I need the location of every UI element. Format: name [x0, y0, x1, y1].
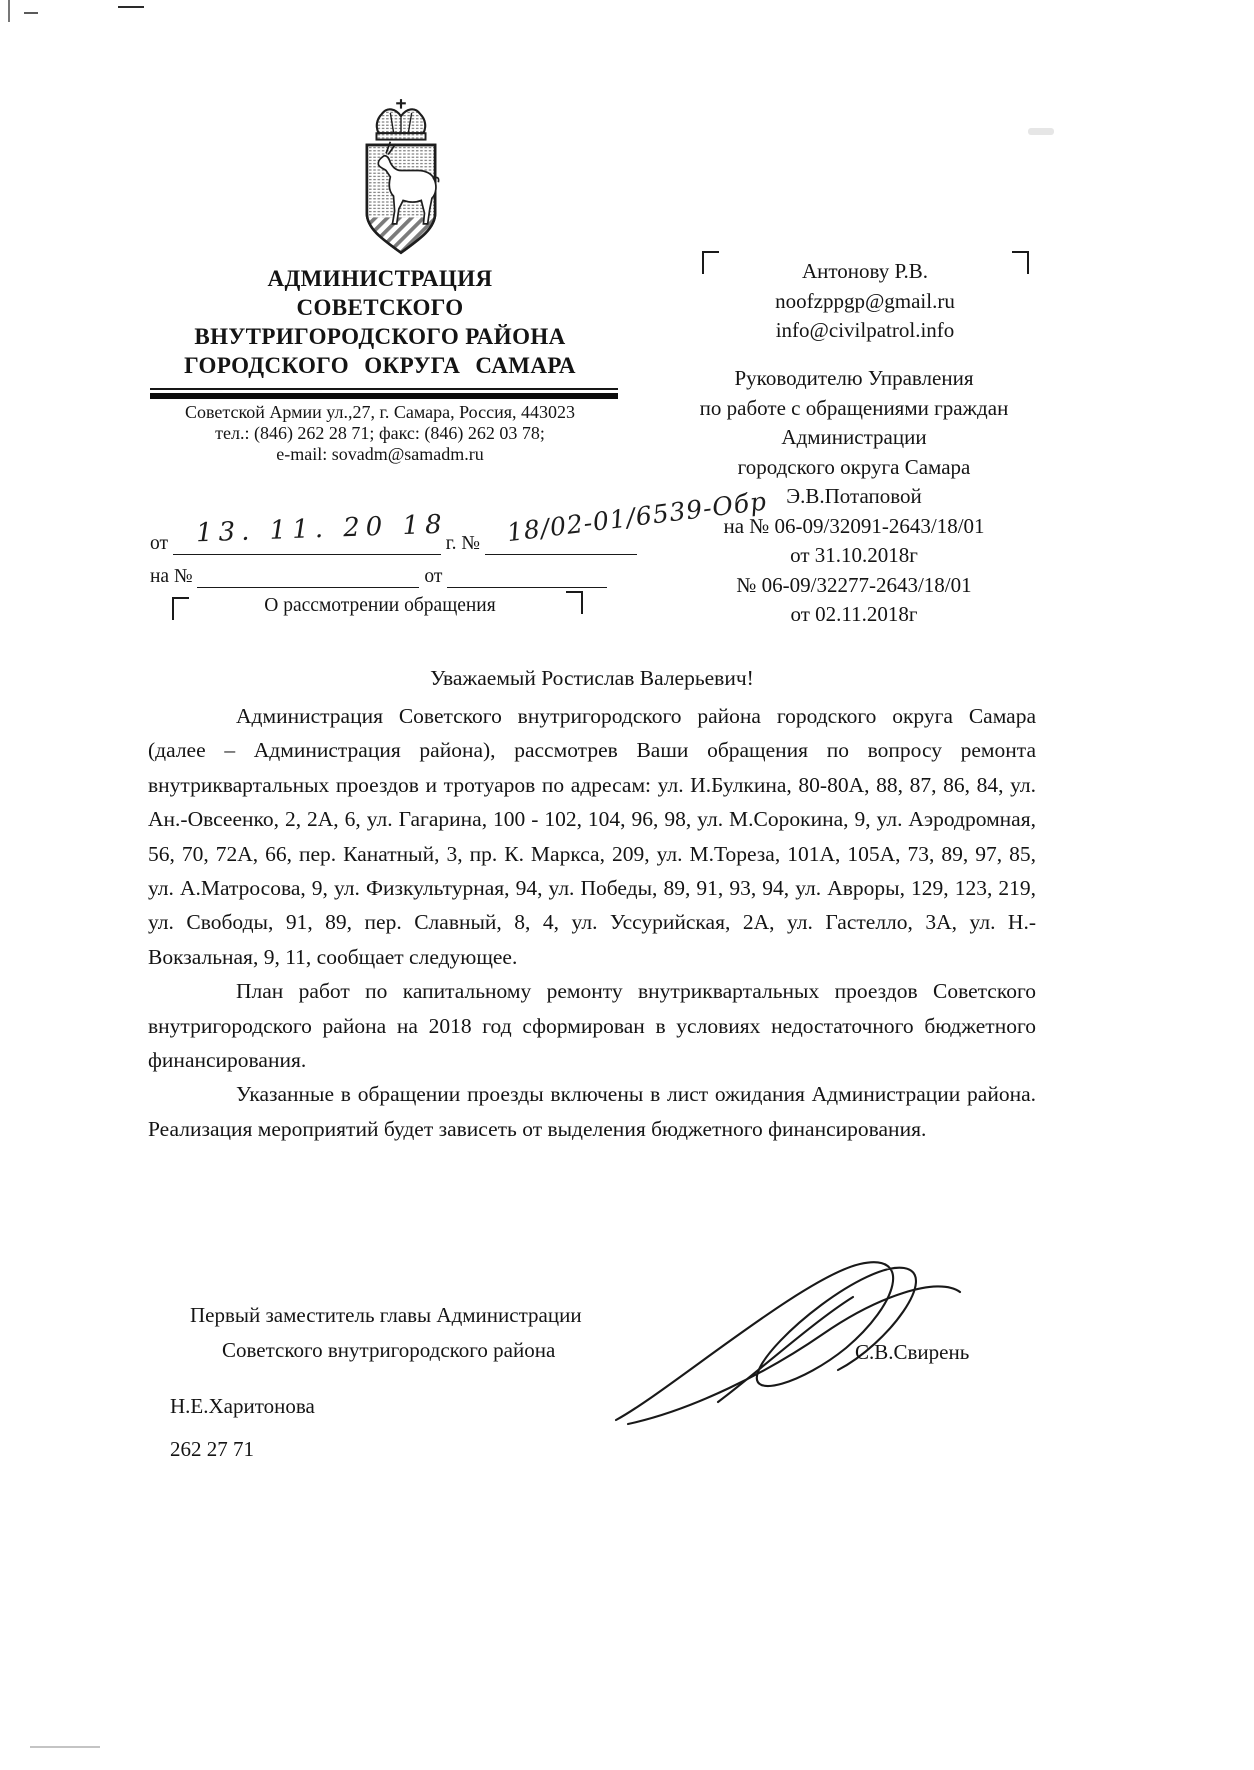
recipient-email: info@civilpatrol.info [775, 318, 955, 342]
official-line: Администрации [781, 425, 927, 449]
subject-right-bracket [566, 591, 583, 614]
official-line: городского округа Самара [737, 454, 971, 479]
scan-artifact [30, 1746, 100, 1748]
recipient-name: Антонову Р.В. [801, 259, 929, 283]
letter-body [148, 699, 1036, 1146]
org-address-block [138, 402, 622, 465]
executor-name: Н.Е.Харитонова [170, 1394, 315, 1418]
org-name-line: СОВЕТСКОГО [296, 295, 464, 320]
subject-line: О рассмотрении обращения [264, 595, 496, 616]
signer-name: С.В.Свирень [855, 1340, 970, 1364]
org-name-line: АДМИНИСТРАЦИЯ [267, 266, 493, 291]
samara-coat-of-arms-icon [345, 98, 457, 258]
incoming-number-label: на № [150, 566, 193, 587]
incoming-date-blank [447, 569, 607, 588]
subject-left-bracket [172, 597, 189, 620]
recipient-block [700, 257, 1030, 346]
org-name-block [138, 264, 622, 380]
org-email: e-mail: sovadm@samadm.ru [276, 444, 484, 464]
recipient-email: noofzppgp@gmail.ru [775, 288, 955, 313]
body-paragraph: Администрация Советского внутригородского района городского округа Самара (далее – Администрация района), рассмотрев Ваши обращения по вопросу ремонта внутриквартальных проездов и тротуаров по адресам: ул. И.Булкина, 80-80А, 88, 87, 86, 84, ул. Ан.-Овсеенко, 2, 2А, 6, ул. Гагарина, 100 - 102, 104, 96, 98, ул. М.Сорокина, 9, ул. Аэродромная, 56, 70, 72А, 66, пер. Канатный, 3, пр. К. Маркса, 209, ул. М.Тореза, 101А, 105А, 73, 89, 97, 85, ул. А.Матросова, 9, ул. Физкультурная, 94, ул. Победы, 89, 91, 93, 94, ул. Авроры, 129, 123, 219, ул. Свободы, 91, 89, пер. Славный, 8, 4, ул. Уссурийская, 2А, ул. Гастелло, 3А, ул. Н.-Вокзальная, 9, 11, сообщает следующее. [148, 704, 1036, 969]
handwritten-date: 13. 11. 20 18 [195, 509, 449, 549]
letterhead-rule [150, 388, 618, 399]
official-ref-number: № 06-09/32277-2643/18/01 [736, 572, 972, 597]
org-name-line: ГОРОДСКОГО ОКРУГА САМАРА [184, 353, 576, 378]
outgoing-date-label: от [150, 533, 169, 554]
official-line: Руководителю Управления [734, 366, 974, 390]
body-paragraph: Указанные в обращении проезды включены в лист ожидания Администрации района. Реализация мероприятий будет зависеть от выделения бюджетного финансирования. [148, 1082, 1036, 1141]
official-ref-number: на № 06-09/32091-2643/18/01 [723, 513, 985, 538]
scan-artifact [8, 0, 10, 22]
official-line: Э.В.Потаповой [786, 484, 922, 508]
outgoing-number-label: г. № [445, 533, 480, 554]
incoming-number-blank [197, 569, 419, 588]
scan-artifact [1028, 128, 1054, 135]
incoming-ref-line [150, 566, 607, 588]
recipient-official-block [652, 364, 1056, 630]
official-line: по работе с обращениями граждан [699, 395, 1009, 420]
org-address: Советской Армии ул.,27, г. Самара, Россия, 443023 [185, 402, 575, 422]
handwritten-number: 18/02-01/6539-Обр [505, 486, 769, 548]
official-ref-date: от 02.11.2018г [790, 602, 918, 626]
org-phone-fax: тел.: (846) 262 28 71; факс: (846) 262 03 78; [215, 423, 545, 443]
signer-title-line: Советского внутригородского района [222, 1338, 556, 1362]
scan-artifact [24, 12, 38, 14]
signer-title-line: Первый заместитель главы Администрации [190, 1303, 582, 1327]
official-ref-date: от 31.10.2018г [790, 543, 918, 567]
executor-phone: 262 27 71 [170, 1437, 254, 1461]
salutation: Уважаемый Ростислав Валерьевич! [430, 666, 754, 690]
incoming-date-label: от [424, 566, 443, 587]
org-name-line: ВНУТРИГОРОДСКОГО РАЙОНА [194, 324, 566, 349]
body-paragraph: План работ по капитальному ремонту внутриквартальных проездов Советского внутригородского района на 2018 год сформирован в условиях недостаточного бюджетного финансирования. [148, 979, 1036, 1073]
scan-artifact [118, 6, 144, 8]
